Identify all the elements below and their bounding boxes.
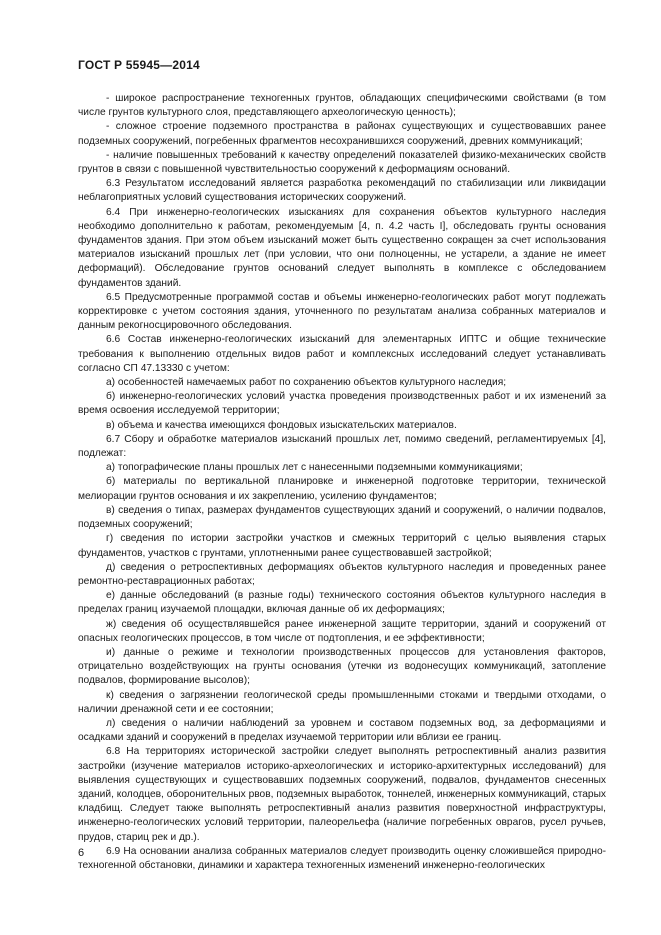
paragraph: 6.8 На территориях исторической застройки следует выполнять ретроспективный анализ развития застройки (изучение материалов историко-археологических и историко-архитектурных исследований) для выявления существующих и существовавших подземных сооружений, подвалов, фундаментов снесенных зданий, колодцев, оборонительных рвов, подземных выработок, тоннелей, инженерных коммуникаций, старых кладбищ. Следует также выполнять ретроспективный анализ развития поверхностной инфраструктуры, инженерно-геологических условий территории, палеорельефа (наличие погребенных оврагов, русел ручьев, прудов, стариц рек и др.). (78, 746, 606, 843)
paragraph: 6.3 Результатом исследований является разработка рекомендаций по стабилизации или ликвидации неблагоприятных условий существования исторических сооружений. (78, 178, 606, 204)
paragraph: 6.6 Состав инженерно-геологических изысканий для элементарных ИПТС и общие технические требования к выполнению отдельных видов работ и комплексных исследований следует устанавливать согласно СП 47.13330 с учетом: (78, 334, 606, 374)
paragraph: - сложное строение подземного пространства в районах существующих и существовавших ранее подземных сооружений, погребенных фрагментов несохранившихся сооружений, древних коммуникаций; (78, 121, 606, 147)
paragraph: 6.9 На основании анализа собранных материалов следует производить оценку сложившейся природно-техногенной обстановки, динамики и характера техногенных изменений инженерно-геологических (78, 845, 606, 871)
document-header: ГОСТ Р 55945—2014 (78, 58, 200, 72)
paragraph: д) сведения о ретроспективных деформациях объектов культурного наследия и проведенных ранее ремонтно-реставрационных работах; (78, 561, 606, 587)
paragraph: б) материалы по вертикальной планировке и инженерной подготовке территории, технической мелиорации грунтов основания и их закреплению, усилению фундаментов; (78, 476, 606, 502)
document-body (78, 92, 606, 873)
paragraph: е) данные обследований (в разные годы) технического состояния объектов культурного наследия в пределах границ изучаемой площадки, включая данные об их деформациях; (78, 590, 606, 616)
paragraph: 6.4 При инженерно-геологических изысканиях для сохранения объектов культурного наследия необходимо дополнительно к работам, рекомендуемым [4, п. 4.2 часть I], обследовать грунты основания фундаментов здания. При этом объем изысканий может быть существенно сокращен за счет использования материалов изысканий прошлых лет (при условии, что они полноценны, не устарели, а здание не имеет деформаций). Обследование грунтов оснований следует выполнять в комплексе с обследованием фундаментов зданий. (78, 206, 606, 289)
paragraph: ж) сведения об осуществлявшейся ранее инженерной защите территории, зданий и сооружений от опасных геологических процессов, в том числе от подтопления, и ее эффективности; (78, 618, 606, 644)
paragraph: б) инженерно-геологических условий участка проведения производственных работ и их изменений за время освоения исследуемой территории; (78, 391, 606, 417)
paragraph: и) данные о режиме и технологии производственных процессов для установления факторов, отрицательно воздействующих на грунты основания (утечки из водонесущих коммуникаций, затопление подвалов, формирование высолов); (78, 646, 606, 687)
paragraph: 6.5 Предусмотренные программой состав и объемы инженерно-геологических работ могут подлежать корректировке с учетом состояния здания, уточненного по результатам анализа собранных материалов и данным рекогносцировочного обследования. (78, 291, 606, 332)
paragraph: в) сведения о типах, размерах фундаментов существующих зданий и сооружений, о наличии подвалов, подземных сооружений; (78, 504, 606, 531)
paragraph: 6.7 Сбору и обработке материалов изысканий прошлых лет, помимо сведений, регламентируемых [4], подлежат: (78, 433, 606, 460)
paragraph: г) сведения по истории застройки участков и смежных территорий с целью выявления старых фундаментов, участков с грунтами, уплотненными ранее существовавшей застройкой; (78, 533, 606, 559)
paragraph: л) сведения о наличии наблюдений за уровнем и составом подземных вод, за деформациями и осадками зданий и сооружений в пределах изучаемой территории или вблизи ее границ. (78, 717, 606, 744)
paragraph: а) топографические планы прошлых лет с нанесенными подземными коммуникациями; (106, 462, 523, 474)
page-number: 6 (78, 847, 85, 859)
paragraph: - наличие повышенных требований к качеству определений показателей физико-механических свойств грунтов в связи с повышенной чувствительностью сооружений к деформациям оснований. (78, 149, 606, 176)
paragraph: в) объема и качества имеющихся фондовых изыскательских материалов. (106, 419, 457, 431)
paragraph: а) особенностей намечаемых работ по сохранению объектов культурного наследия; (106, 377, 507, 389)
paragraph: - широкое распространение техногенных грунтов, обладающих специфическими свойствами (в том числе грунтов культурного слоя, представляющего археологическую ценность); (78, 93, 606, 119)
paragraph: к) сведения о загрязнении геологической среды промышленными стоками и твердыми отходами, о наличии дренажной сети и ее состоянии; (78, 689, 606, 715)
